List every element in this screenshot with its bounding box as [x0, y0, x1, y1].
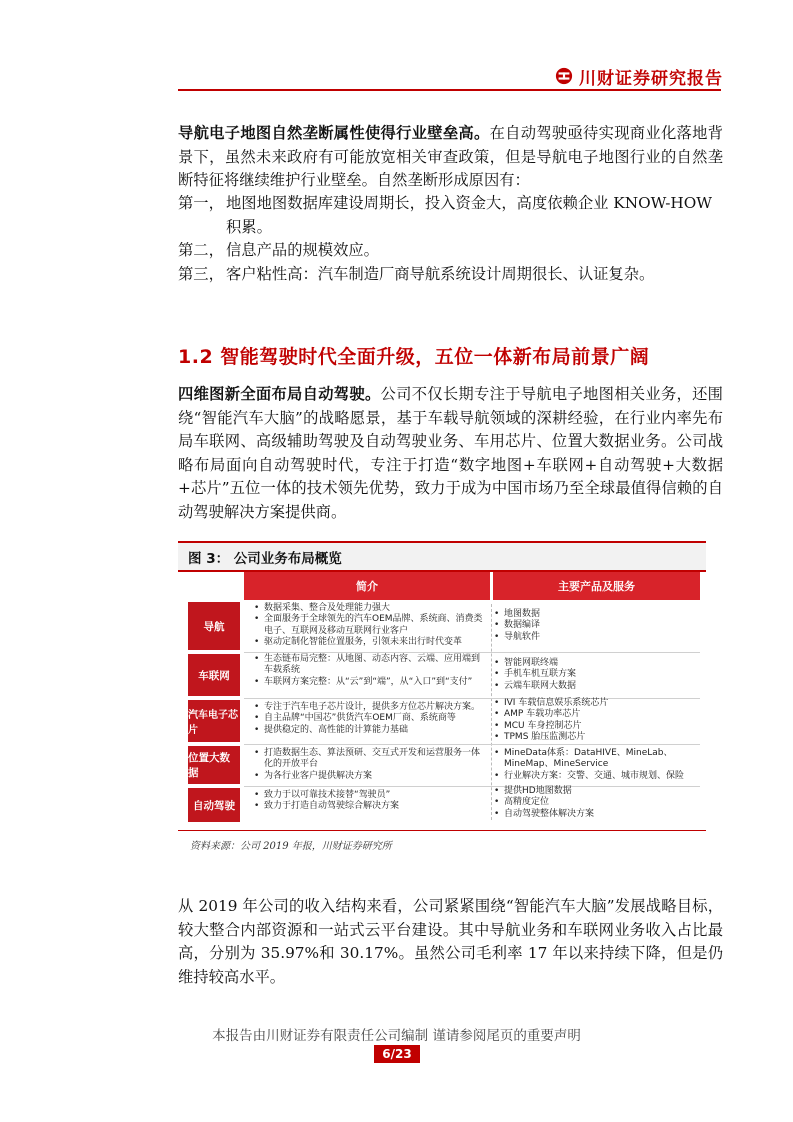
revenue-paragraph: 从 2019 年公司的收入结构来看，公司紧紧围绕“智能汽车大脑”发展战略目标，较大整合内部资源和一站式云平台建设。其中导航业务和车联网业务收入占比最高，分别为 35.97%和 30.17%。虽然公司毛利率 17 年以来持续下降，但是仍维持较高水平。 [178, 897, 723, 986]
product-item: • 地图数据 [494, 609, 694, 620]
intro-item: • 致力于以可靠技术接替“驾驶员” [254, 790, 488, 801]
list-marker: 第二， [178, 241, 224, 259]
row-label-autonomous: 自动驾驶 [188, 788, 240, 822]
row-label-location-data: 位置大数据 [188, 746, 240, 784]
row-divider [244, 652, 700, 653]
col-head-products: 主要产品及服务 [493, 572, 700, 600]
row-products-telematics [494, 658, 694, 692]
intro-item: • 全面服务于全球领先的汽车OEM品牌、系统商、消费类电子、互联网及移动互联网行业客户 [254, 614, 488, 637]
intro-item: • 打造数据生态、算法预研、交互式开发和运营服务一体化的开放平台 [254, 748, 488, 771]
section-title: 1.2 智能驾驶时代全面升级，五位一体新布局前景广阔 [178, 346, 650, 368]
list-text: 地图地图数据库建设周期长，投入资金大，高度依赖企业 KNOW-HOW 积累。 [226, 194, 713, 236]
footer-disclaimer: 本报告由川财证券有限责任公司编制 谨请参阅尾页的重要声明 [212, 1028, 581, 1044]
product-item: • 云端车联网大数据 [494, 681, 694, 692]
product-item: • TPMS 胎压监测芯片 [494, 732, 698, 743]
row-products-chips [494, 698, 698, 743]
list-item [178, 263, 723, 287]
row-products-autonomous [494, 786, 694, 820]
intro-lead: 导航电子地图自然垄断属性使得行业壁垒高。 [178, 124, 490, 142]
header-rule [178, 89, 721, 91]
product-item: • 自动驾驶整体解决方案 [494, 809, 694, 820]
figure-bottom-rule [178, 830, 706, 831]
strategy-text: 公司不仅长期专注于导航电子地图相关业务，还围绕“智能汽车大脑”的战略愿景，基于车载导航领域的深耕经验，在行业内率先布局车联网、高级辅助驾驶及自动驾驶业务、车用芯片、位置大数据业务。公司战略布局面向自动驾驶时代，专注于打造“数字地图+车联网+自动驾驶+大数据+芯片”五位一体的技术领先优势，致力于成为中国市场乃至全球最值得信赖的自动驾驶解决方案提供商。 [178, 385, 723, 521]
product-item: • MCU 车身控制芯片 [494, 721, 698, 732]
intro-item: • 车联网方案完整：从“云”到“端”，从“入口”到“支付” [254, 677, 484, 688]
product-item: • 提供HD地图数据 [494, 786, 694, 797]
intro-item: • 专注于汽车电子芯片设计，提供多方位芯片解决方案。 [254, 702, 488, 713]
row-label-telematics: 车联网 [188, 654, 240, 696]
product-item: • IVI 车载信息娱乐系统芯片 [494, 698, 698, 709]
figure-title-bar [178, 541, 706, 572]
product-item: • 手机车机互联方案 [494, 669, 694, 680]
strategy-paragraph [178, 383, 723, 524]
col-head-intro: 简介 [244, 572, 490, 600]
business-layout-figure [188, 572, 700, 822]
row-label-navigation: 导航 [188, 602, 240, 650]
intro-item: • 自主品牌“中国芯”供货汽车OEM厂商、系统商等 [254, 713, 488, 724]
intro-item: • 为各行业客户提供解决方案 [254, 771, 488, 782]
figure-title: 图 3： 公司业务布局概览 [188, 551, 342, 567]
figure-source: 资料来源：公司 2019 年报，川财证券研究所 [190, 841, 392, 852]
row-intro-autonomous [254, 790, 488, 813]
row-intro-telematics [254, 654, 484, 688]
row-label-chips: 汽车电子芯片 [188, 700, 240, 742]
product-item: • MineData体系：DataHIVE、MineLab、MineMap、MineService [494, 748, 700, 771]
column-divider [491, 604, 492, 820]
product-item: • 智能网联终端 [494, 658, 694, 669]
row-products-location-data [494, 748, 700, 782]
intro-item: • 提供稳定的、高性能的计算能力基础 [254, 725, 488, 736]
row-intro-navigation [254, 603, 488, 648]
row-divider [244, 744, 700, 745]
product-item: • AMP 车载功率芯片 [494, 709, 698, 720]
list-item [178, 239, 723, 263]
intro-item: • 致力于打造自动驾驶综合解决方案 [254, 801, 488, 812]
row-intro-chips [254, 702, 488, 736]
header-title: 川财证券研究报告 [579, 68, 723, 89]
list-item [178, 192, 723, 239]
list-text: 客户粘性高：汽车制造厂商导航系统设计周期很长、认证复杂。 [226, 264, 655, 283]
intro-item: • 生态链布局完整：从地图、动态内容、云端、应用端到车载系统 [254, 654, 484, 677]
list-marker: 第一， [178, 194, 224, 212]
strategy-lead: 四维图新全面布局自动驾驶。 [178, 385, 381, 403]
intro-text: 在自动驾驶亟待实现商业化落地背景下，虽然未来政府有可能放宽相关审查政策，但是导航电子地图行业的自然垄断特征将继续维护行业壁垒。自然垄断形成原因有： [178, 124, 723, 189]
list-text: 信息产品的规模效应。 [226, 241, 379, 259]
row-intro-location-data [254, 748, 488, 782]
product-item: • 高精度定位 [494, 797, 694, 808]
product-item: • 行业解决方案：交警、交通、城市规划、保险 [494, 771, 700, 782]
intro-item: • 驱动定制化智能位置服务，引领未来出行时代变革 [254, 637, 488, 648]
chuancai-logo-icon [555, 67, 573, 85]
header-brand [555, 64, 723, 88]
intro-item: • 数据采集、整合及处理能力强大 [254, 603, 488, 614]
row-products-navigation [494, 609, 694, 643]
intro-paragraph [178, 122, 723, 193]
list-marker: 第三， [178, 264, 224, 283]
intro-list [178, 192, 723, 286]
page-number: 6/23 [374, 1045, 420, 1063]
product-item: • 数据编译 [494, 620, 694, 631]
product-item: • 导航软件 [494, 632, 694, 643]
